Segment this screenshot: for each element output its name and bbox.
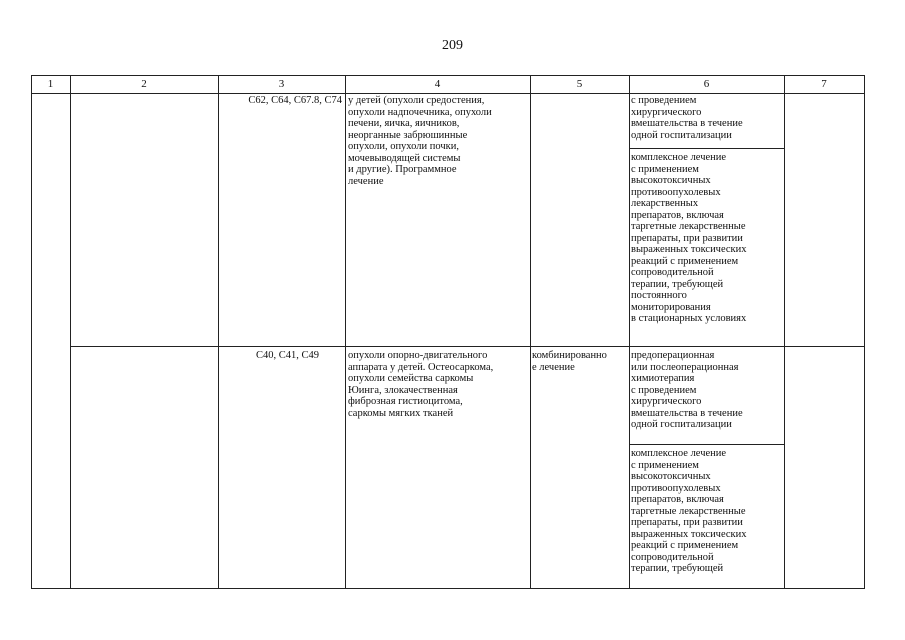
header-col-6: 6 <box>703 78 710 90</box>
row1-method-2: комплексное лечение с применением высокотоксичных противоопухолевых лекарственных препаратов, включая таргетные лекарственные препараты, при развитии выраженных токсических реакций с применением сопроводительной терапии, требующей постоянного мониторирования в стационарных условиях <box>631 152 747 324</box>
row2-treatment-type: комбинированно е лечение <box>532 350 607 373</box>
table-bottom-border <box>31 588 865 589</box>
header-col-1: 1 <box>47 78 54 90</box>
row2-method-1: предоперационная или послеоперационная химиотерапия с проведением хирургического вмешательства в течение одной госпитализации <box>631 350 743 430</box>
header-col-2: 2 <box>141 78 147 90</box>
header-col-7: 7 <box>821 78 827 90</box>
header-col-3: 3 <box>278 78 285 90</box>
header-bottom-border <box>31 93 865 94</box>
header-col-4: 4 <box>434 78 441 90</box>
row1-method-1: с проведением хирургического вмешательства в течение одной госпитализации <box>631 95 743 141</box>
row2-description: опухоли опорно-двигательного аппарата у детей. Остеосаркома, опухоли семейства саркомы Юинга, злокачественная фиброзная гистиоцитома, саркомы мягких тканей <box>348 350 494 419</box>
subcell-divider-1 <box>629 148 784 149</box>
col-border-0 <box>31 75 32 589</box>
row1-description: у детей (опухоли средостения, опухоли надпочечника, опухоли печени, яичка, яичников, неорганные забрюшинные опухоли, опухоли почки, мочевыводящей системы и другие). Программное лечение <box>348 95 492 187</box>
col-border-1 <box>70 75 71 589</box>
col-border-7 <box>864 75 865 589</box>
row2-diagnosis-codes: C40, C41, C49 <box>255 350 319 361</box>
row2-method-2: комплексное лечение с применением высокотоксичных противоопухолевых препаратов, включая таргетные лекарственные препараты, при развитии выраженных токсических реакций с применением сопроводительной терапии, требующей <box>631 448 747 574</box>
col-border-6 <box>784 75 785 589</box>
header-col-5: 5 <box>576 78 583 90</box>
subcell-divider-2 <box>629 444 784 445</box>
col-border-2 <box>218 75 219 589</box>
col-border-4 <box>530 75 531 589</box>
col-border-5 <box>629 75 630 589</box>
col-border-3 <box>345 75 346 589</box>
row-divider <box>70 346 865 347</box>
row1-diagnosis-codes: C62, C64, C67.8, C74 <box>248 95 342 106</box>
page-number: 209 <box>442 38 463 53</box>
